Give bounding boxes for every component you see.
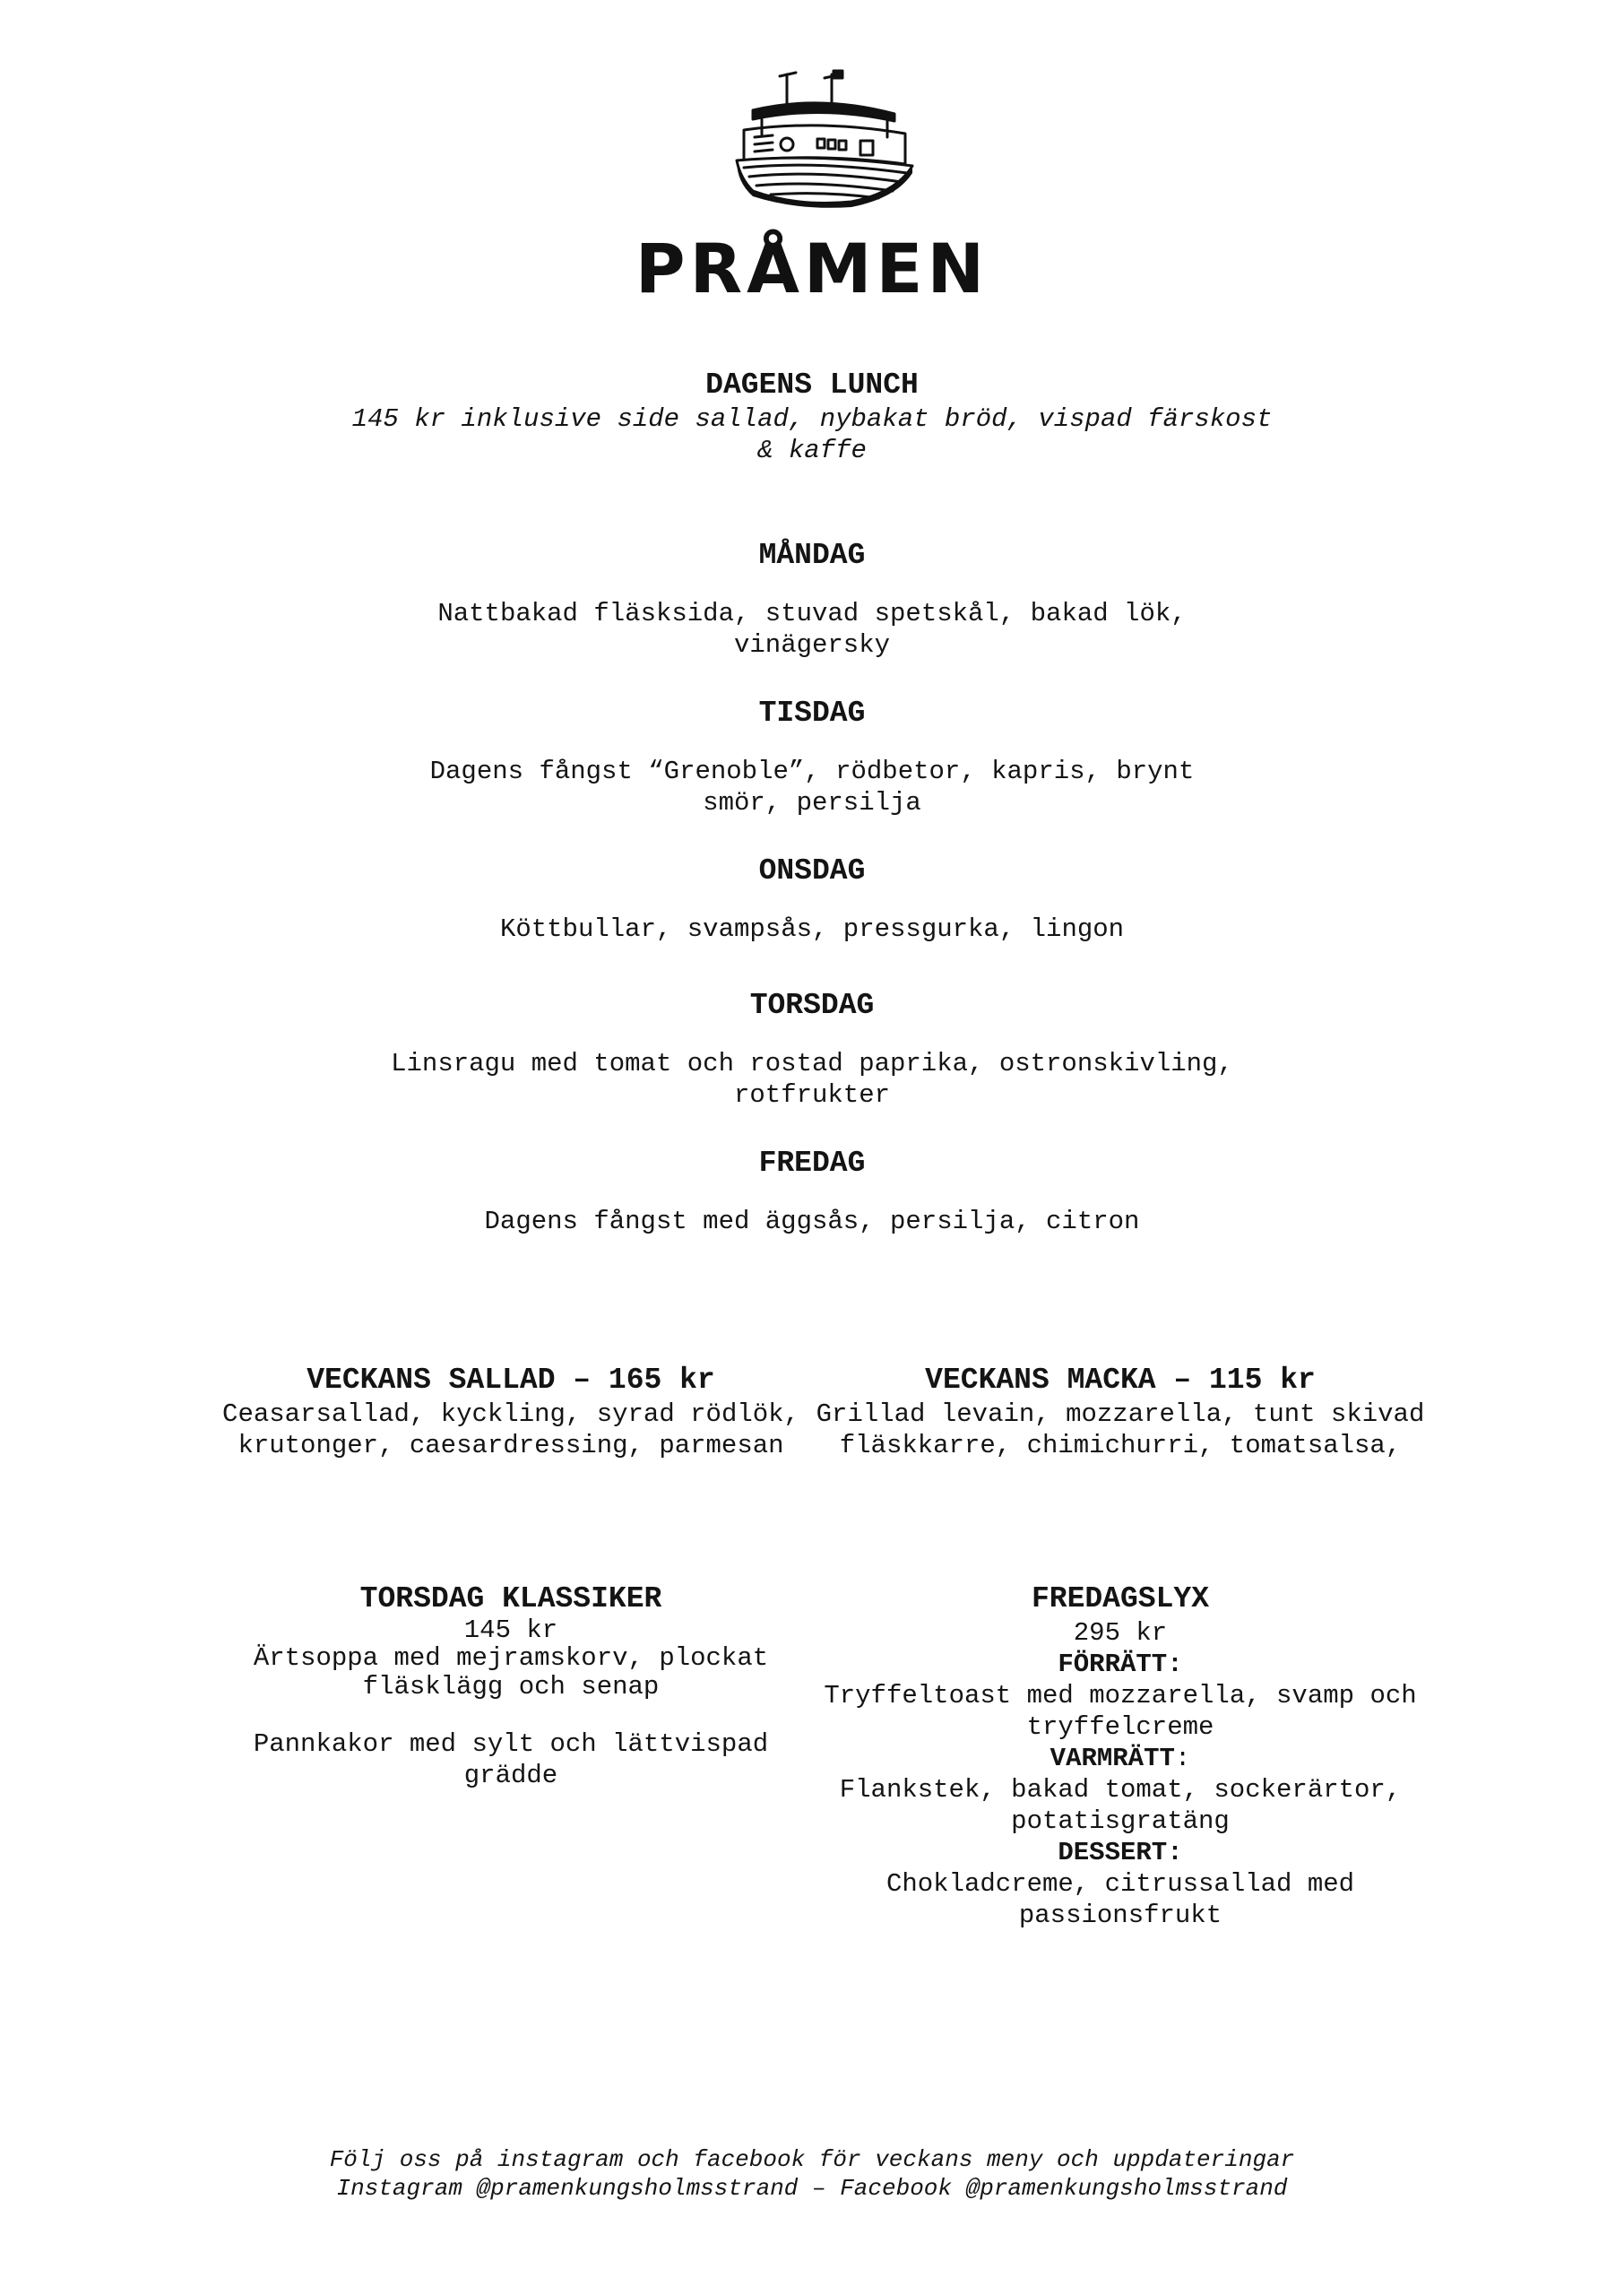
day-wednesday [0, 853, 1624, 945]
footer [0, 2145, 1624, 2203]
friday-lux-price: 295 kr [1073, 1618, 1168, 1648]
thursday-classic-line2: fläsklägg och senap [362, 1672, 660, 1702]
thursday-classic-title: TORSDAG KLASSIKER [359, 1582, 662, 1615]
day-tuesday [0, 696, 1624, 818]
day-dish-line1: Dagens fångst “Grenoble”, rödbetor, kapris, brynt [429, 757, 1195, 786]
weekly-sandwich-line1: Grillad levain, mozzarella, tunt skivad [816, 1399, 1425, 1429]
friday-lux-starter-line1: Tryffeltoast med mozzarella, svamp och [824, 1681, 1417, 1710]
ferry-boat-icon [717, 67, 923, 211]
footer-line1: Följ oss på instagram och facebook för veckans meny och uppdateringar [329, 2146, 1295, 2173]
weekly-salad [206, 1363, 816, 1461]
day-dish-line2: vinägersky [733, 630, 891, 660]
friday-lux-dessert-line1: Chokladcreme, citrussallad med [885, 1869, 1355, 1899]
lunch-title: DAGENS LUNCH [705, 368, 919, 402]
day-dish-line1: Köttbullar, svampsås, pressgurka, lingon [499, 914, 1125, 944]
thursday-classic-line3: Pannkakor med sylt och lättvispad [253, 1729, 769, 1759]
day-dish-line1: Dagens fångst med äggsås, persilja, citron [484, 1207, 1140, 1236]
friday-lux-starter-label: FÖRRÄTT: [1058, 1650, 1183, 1679]
thursday-classic-line4: grädde [463, 1761, 558, 1790]
lunch-subtitle-line1: 145 kr inklusive side sallad, nybakat bröd, vispad färskost [351, 404, 1273, 434]
day-dish-line1: Linsragu med tomat och rostad paprika, ostronskivling, [391, 1049, 1233, 1078]
day-dish-line2: rotfrukter [733, 1080, 891, 1110]
weekly-salad-title: VECKANS SALLAD – 165 kr [307, 1364, 715, 1397]
lunch-subtitle-line2: & kaffe [757, 436, 867, 465]
day-name: TORSDAG [749, 989, 875, 1022]
day-name: FREDAG [758, 1147, 866, 1180]
weekly-salad-line1: Ceasarsallad, kyckling, syrad rödlök, [222, 1399, 799, 1429]
footer-line2: Instagram @pramenkungsholmsstrand – Facebook @pramenkungsholmsstrand [336, 2175, 1288, 2202]
thursday-classic-line1: Ärtsoppa med mejramskorv, plockat [253, 1643, 769, 1673]
day-monday [0, 538, 1624, 661]
weekly-sandwich [811, 1363, 1430, 1461]
day-name: ONSDAG [758, 854, 866, 888]
friday-lux-dessert-line2: passionsfrukt [1018, 1901, 1222, 1930]
day-name: TISDAG [758, 697, 866, 730]
weekly-sandwich-title: VECKANS MACKA – 115 kr [925, 1364, 1316, 1397]
friday-lux-main-line1: Flankstek, bakad tomat, sockerärtor, [839, 1775, 1402, 1805]
friday-lux-dessert-label: DESSERT: [1058, 1838, 1183, 1867]
friday-lux-main-label-bold: VARMRÄTT [1050, 1744, 1175, 1773]
day-friday [0, 1146, 1624, 1237]
friday-lux-starter-line2: tryffelcreme [1026, 1712, 1214, 1742]
friday-lux [811, 1581, 1430, 1931]
day-dish-line2: smör, persilja [703, 788, 921, 818]
friday-lux-main-label-colon: : [1174, 1744, 1191, 1773]
thursday-classic [206, 1581, 816, 1791]
friday-lux-main-line2: potatisgratäng [1011, 1806, 1230, 1836]
day-dish-line1: Nattbakad fläsksida, stuvad spetskål, bakad lök, [437, 599, 1187, 628]
friday-lux-title: FREDAGSLYX [1031, 1582, 1210, 1615]
weekly-salad-line2: krutonger, caesardressing, parmesan [238, 1431, 784, 1460]
day-name: MÅNDAG [758, 539, 866, 572]
weekly-sandwich-line2: fläskkarre, chimichurri, tomatsalsa, [839, 1431, 1402, 1460]
friday-lux-main-label [811, 1743, 1430, 1774]
day-thursday [0, 988, 1624, 1111]
lunch-header [0, 368, 1624, 466]
thursday-classic-price: 145 kr [463, 1615, 558, 1645]
restaurant-name: PRÅMEN [635, 229, 989, 308]
